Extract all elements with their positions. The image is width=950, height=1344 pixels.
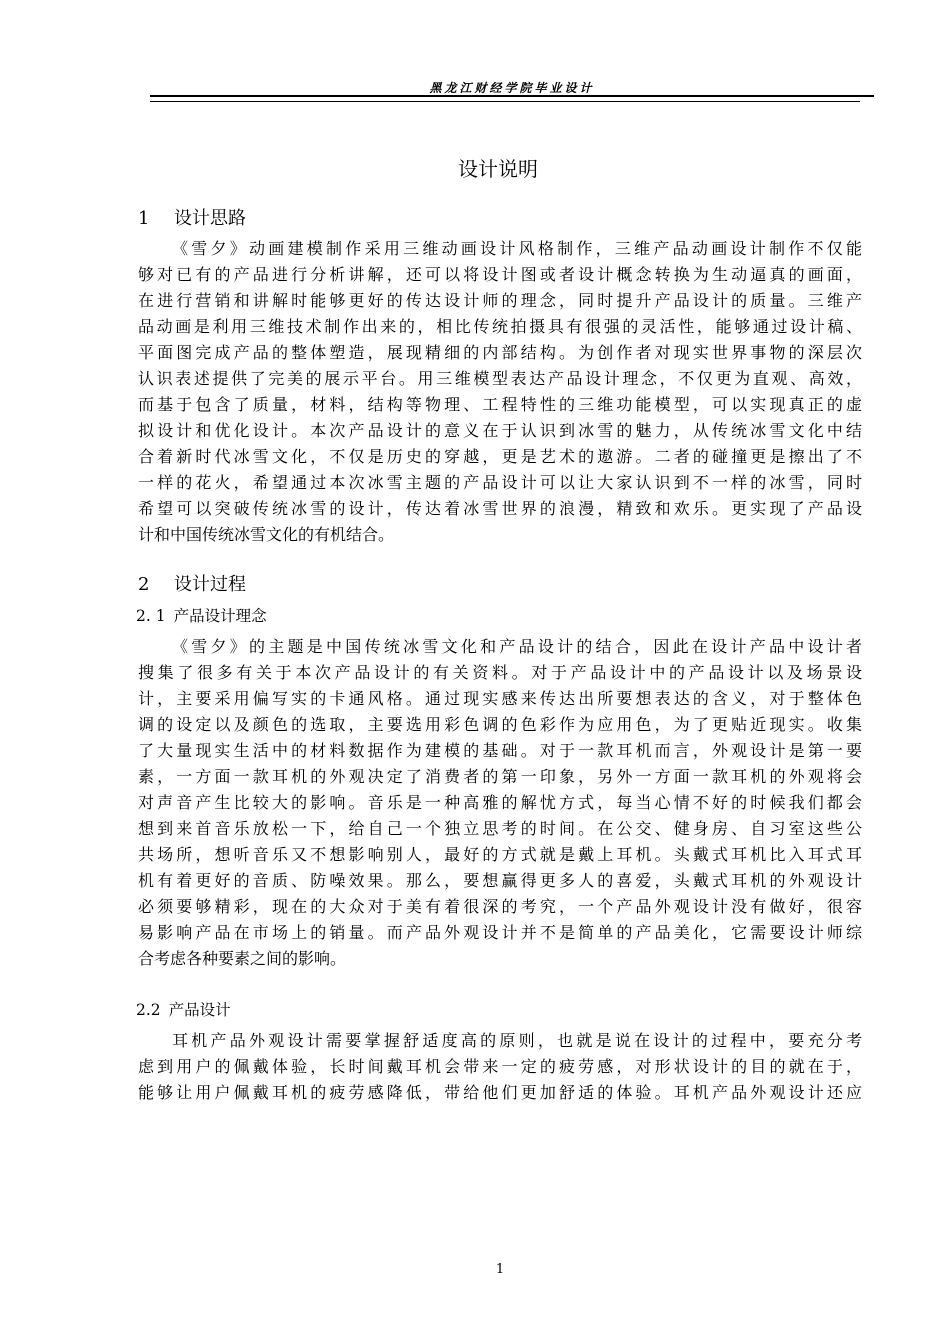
paragraph-line: 耳机产品外观设计需要掌握舒适度高的原则，也就是说在设计的过程中，要充分考 xyxy=(172,1031,862,1050)
paragraph-line: 希望可以突破传统冰雪的设计，传达着冰雪世界的浪漫，精致和欢乐。更实现了产品设 xyxy=(138,499,862,518)
paragraph-line: 而基于包含了质量，材料，结构等物理、工程特性的三维功能模型，可以实现真正的虚 xyxy=(138,395,862,414)
header-rule-thin xyxy=(150,101,860,102)
paragraph-line: 拟设计和优化设计。本次产品设计的意义在于认识到冰雪的魅力，从传统冰雪文化中结 xyxy=(138,421,862,440)
paragraph-line: 计和中国传统冰雪文化的有机结合。 xyxy=(138,525,395,544)
paragraph-line: 调的设定以及颜色的选取，主要选用彩色调的色彩作为应用色，为了更贴近现实。收集 xyxy=(138,715,862,734)
document-title: 设计说明 xyxy=(458,157,538,181)
paragraph-line: 平面图完成产品的整体塑造，展现精细的内部结构。为创作者对现实世界事物的深层次 xyxy=(138,343,862,362)
section-2-2-number: 2.2 xyxy=(136,1001,161,1019)
section-2-heading xyxy=(138,570,246,596)
page-number: 1 xyxy=(495,1262,505,1277)
paragraph-line: 必须要够精彩，现在的大众对于美有着很深的考究，一个产品外观设计没有做好，很容 xyxy=(138,897,862,916)
paragraph-line: 合着新时代冰雪文化，不仅是历史的穿越，更是艺术的遨游。二者的碰撞更是擦出了不 xyxy=(138,447,862,466)
paragraph-line: 了大量现实生活中的材料数据作为建模的基础。对于一款耳机而言，外观设计是第一要 xyxy=(138,741,862,760)
section-2-2-heading xyxy=(136,998,231,1020)
header-institution: 黑龙江财经学院毕业设计 xyxy=(429,81,595,95)
section-2-2-paragraph xyxy=(138,1028,862,1106)
section-1-title: 设计思路 xyxy=(174,208,246,229)
paragraph-line: 虑到用户的佩戴体验，长时间戴耳机会带来一定的疲劳感，对形状设计的目的就在于， xyxy=(138,1057,862,1076)
paragraph-line: 易影响产品在市场上的销量。而产品外观设计并不是简单的产品美化，它需要设计师综 xyxy=(138,923,862,942)
paragraph-line: 对声音产生比较大的影响。音乐是一种高雅的解忧方式，每当心情不好的时候我们都会 xyxy=(138,793,862,812)
section-2-1-title: 产品设计理念 xyxy=(173,607,267,625)
paragraph-line: 共场所，想听音乐又不想影响别人，最好的方式就是戴上耳机。头戴式耳机比入耳式耳 xyxy=(138,845,862,864)
paragraph-line: 一样的花火，希望通过本次冰雪主题的产品设计可以让大家认识到不一样的冰雪，同时 xyxy=(138,473,862,492)
section-1-number: 1 xyxy=(138,208,150,229)
paragraph-line: 计，主要采用偏写实的卡通风格。通过现实感来传达出所要想表达的含义，对于整体色 xyxy=(138,689,862,708)
section-2-1-heading xyxy=(136,604,267,626)
paragraph-line: 素，一方面一款耳机的外观决定了消费者的第一印象，另外一方面一款耳机的外观将会 xyxy=(138,767,862,786)
section-2-1-number: 2. 1 xyxy=(136,607,166,625)
paragraph-line: 想到来首音乐放松一下，给自己一个独立思考的时间。在公交、健身房、自习室这些公 xyxy=(138,819,862,838)
section-2-1-paragraph xyxy=(138,634,862,972)
paragraph-line: 《雪夕》动画建模制作采用三维动画设计风格制作，三维产品动画设计制作不仅能 xyxy=(172,239,862,258)
paragraph-line: 够对已有的产品进行分析讲解，还可以将设计图或者设计概念转换为生动逼真的画面， xyxy=(138,265,862,284)
paragraph-line: 搜集了很多有关于本次产品设计的有关资料。对于产品设计中的产品设计以及场景设 xyxy=(138,663,862,682)
section-1-heading xyxy=(138,204,246,230)
paragraph-line: 品动画是利用三维技术制作出来的，相比传统拍摄具有很强的灵活性，能够通过设计稿、 xyxy=(138,317,862,336)
paragraph-line: 能够让用户佩戴耳机的疲劳感降低，带给他们更加舒适的体验。耳机产品外观设计还应 xyxy=(138,1083,862,1102)
section-2-title: 设计过程 xyxy=(174,574,246,595)
section-1-paragraph xyxy=(138,236,862,548)
header-rule-thick xyxy=(150,95,874,97)
paragraph-line: 机有着更好的音质、防噪效果。那么，要想赢得更多人的喜爱，头戴式耳机的外观设计 xyxy=(138,871,862,890)
section-2-number: 2 xyxy=(138,574,150,595)
paragraph-line: 《雪夕》的主题是中国传统冰雪文化和产品设计的结合，因此在设计产品中设计者 xyxy=(172,637,862,656)
paragraph-line: 合考虑各种要素之间的影响。 xyxy=(138,949,347,968)
paragraph-line: 在进行营销和讲解时能够更好的传达设计师的理念，同时提升产品设计的质量。三维产 xyxy=(138,291,862,310)
paragraph-line: 认识表述提供了完美的展示平台。用三维模型表达产品设计理念，不仅更为直观、高效， xyxy=(138,369,862,388)
section-2-2-title: 产品设计 xyxy=(168,1001,231,1019)
